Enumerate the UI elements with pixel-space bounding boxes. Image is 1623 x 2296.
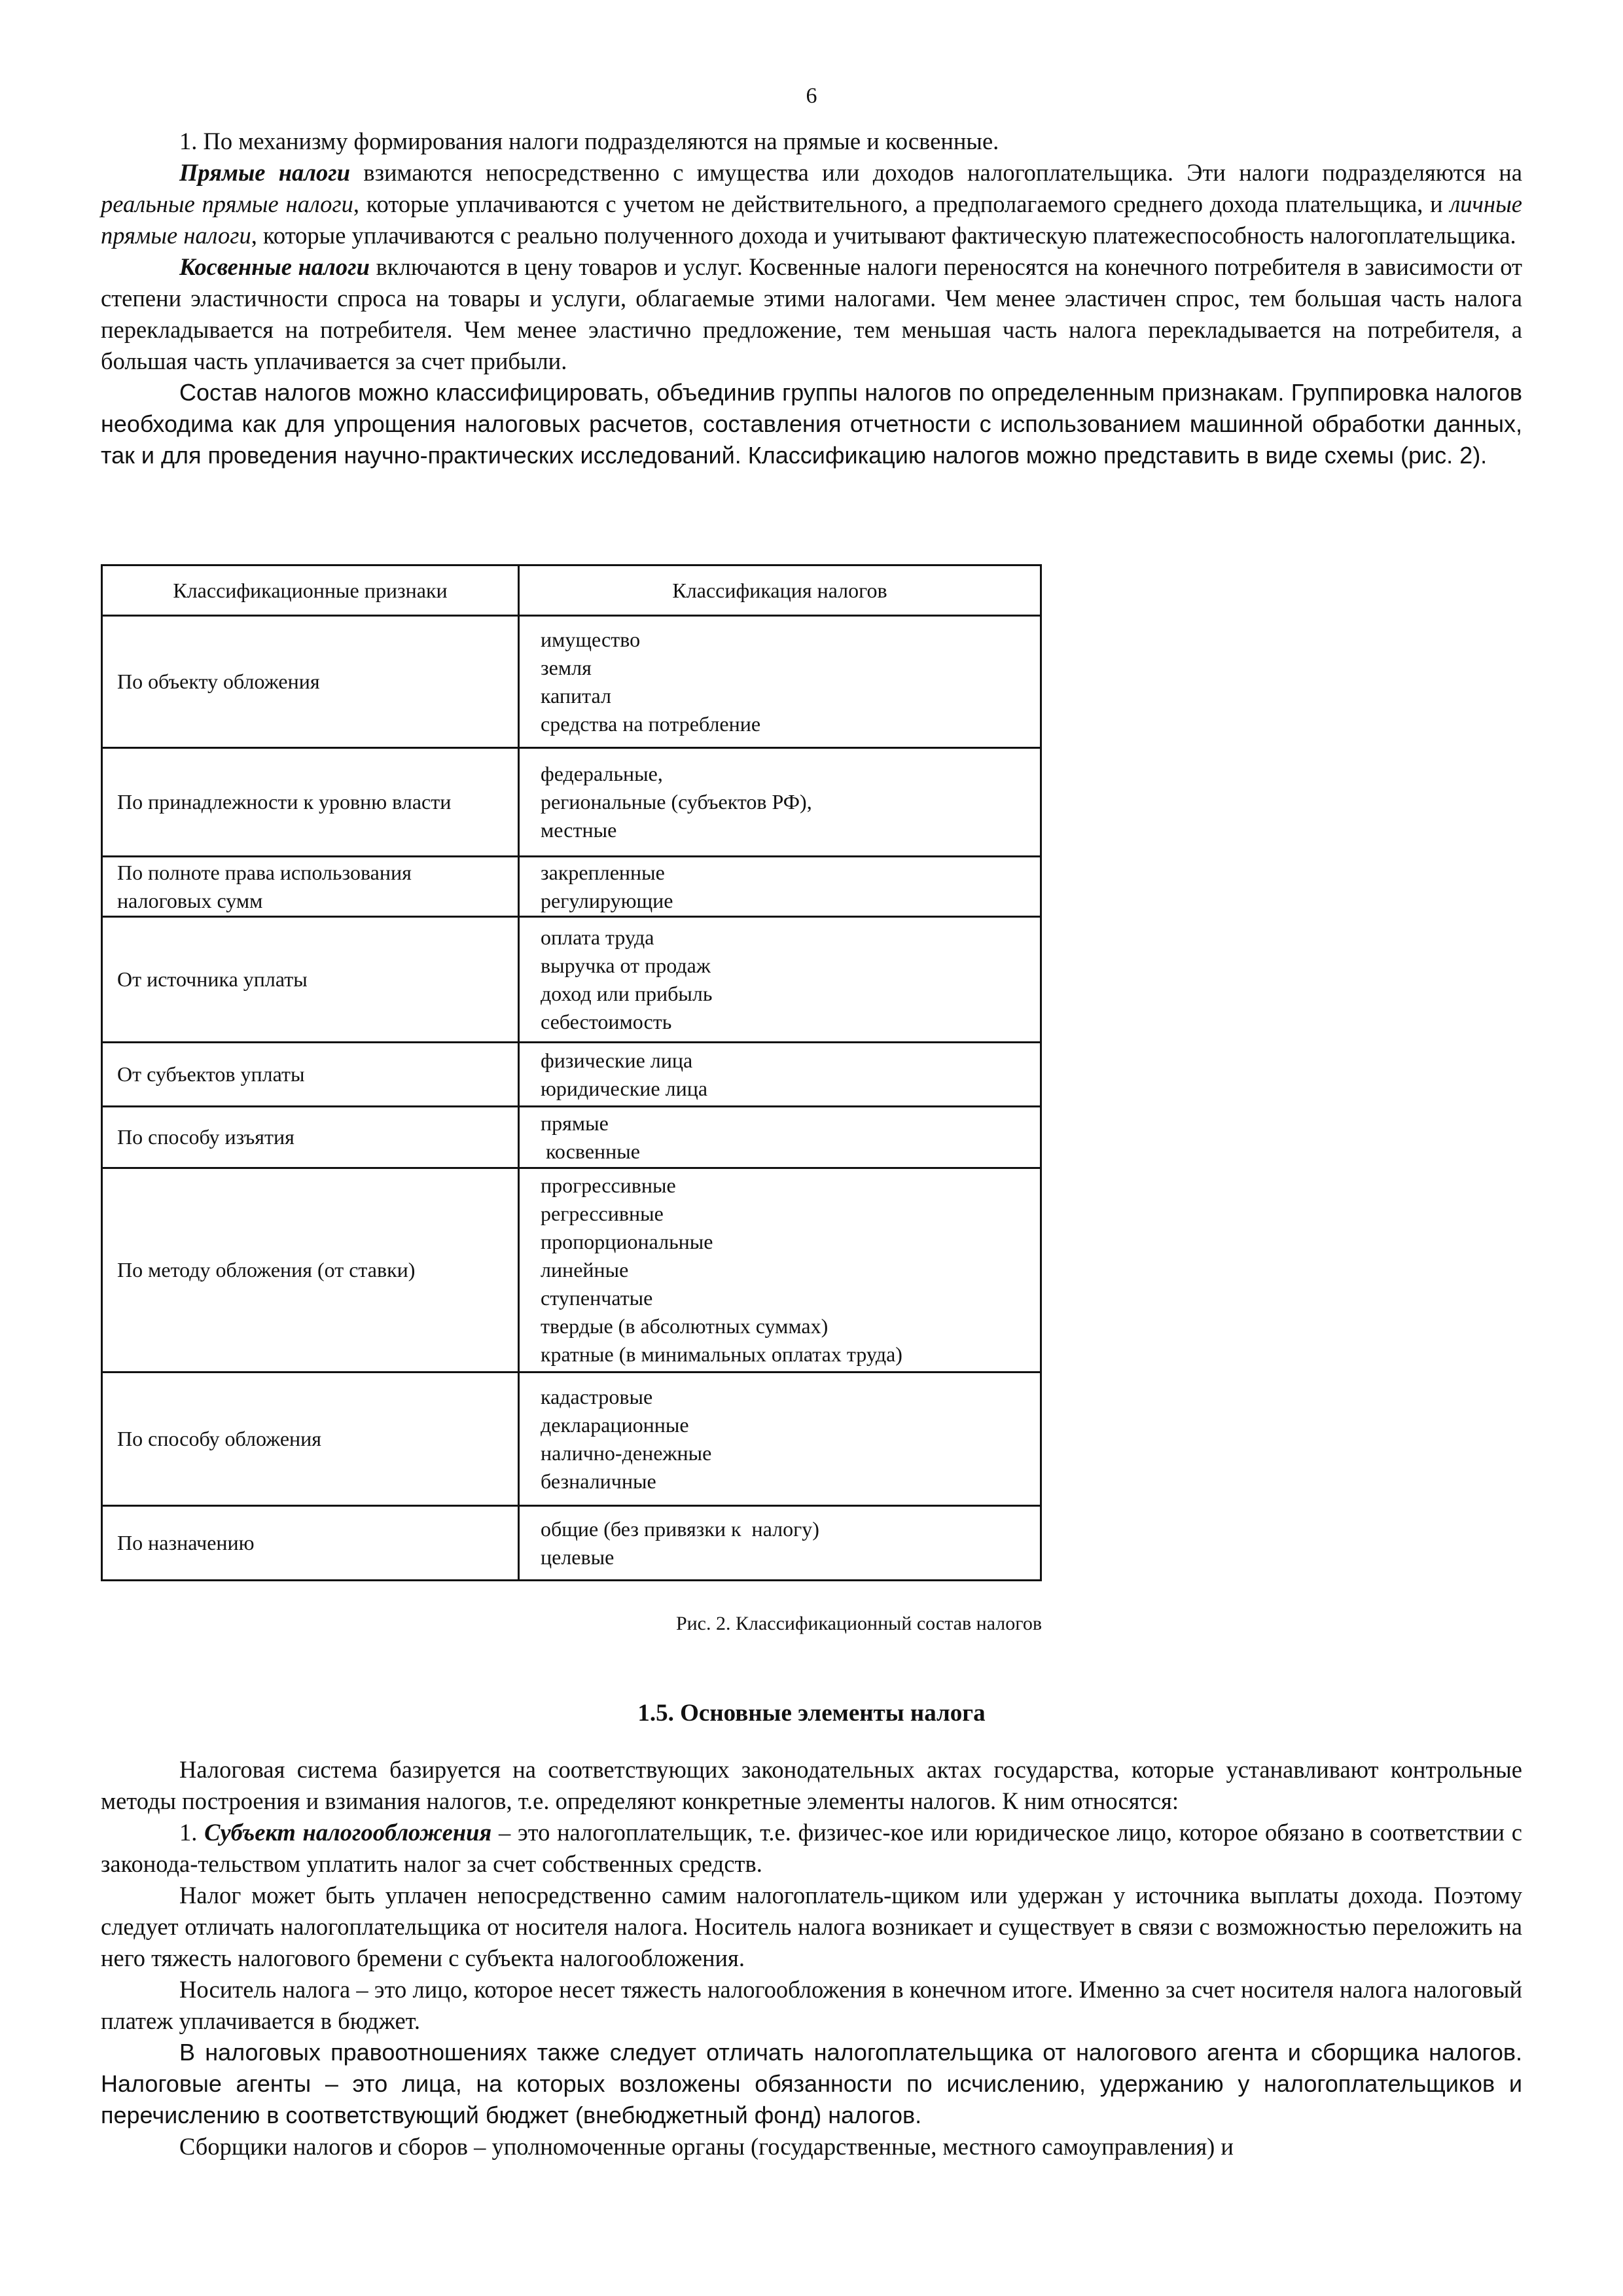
intro-text	[101, 126, 1522, 471]
table-row	[102, 748, 1041, 857]
criterion-cell: По способу обложения	[102, 1372, 519, 1506]
page-number: 6	[806, 84, 817, 108]
criterion-cell: От источника уплаты	[102, 917, 519, 1043]
criterion-cell: По способу изъятия	[102, 1107, 519, 1168]
table-header-row	[102, 565, 1041, 616]
values-cell: прогрессивные регрессивные пропорциональные линейные ступенчатые твердые (в абсолютных суммах) кратные (в минимальных оплатах труда)	[519, 1168, 1041, 1372]
criterion-cell: От субъектов уплаты	[102, 1043, 519, 1107]
criterion-cell: По объекту обложения	[102, 616, 519, 748]
values-cell: закрепленные регулирующие	[519, 857, 1041, 917]
section-paragraph-5: В налоговых правоотношениях также следует отличать налогоплательщика от налогового агента и сборщика налогов. Налоговые агенты – это лица, на которых возложены обязанности по исчислению, удержанию у налогоплательщиков и перечислению в соответствующий бюджет (внебюджетный фонд) налогов.	[101, 2039, 1522, 2128]
table-row	[102, 1506, 1041, 1581]
classification-table	[101, 564, 1042, 1581]
table-row	[102, 1372, 1041, 1506]
term-direct-taxes: Прямые налоги	[179, 159, 351, 186]
header-classification: Классификация налогов	[519, 565, 1041, 616]
intro-paragraph-4: Состав налогов можно классифицировать, объединив группы налогов по определенным признакам. Группировка налогов необходима как для упрощения налоговых расчетов, составления отчетности с использованием машинной обработки данных, так и для проведения научно-практических исследований. Классификацию налогов можно представить в виде схемы (рис. 2).	[101, 379, 1522, 469]
table-row	[102, 616, 1041, 748]
values-cell: кадастровые декларационные налично-денежные безналичные	[519, 1372, 1041, 1506]
intro-paragraph-2: Прямые налоги взимаются непосредственно с имущества или доходов налогоплательщика. Эти налоги подразделяются на реальные прямые налоги, которые уплачиваются с учетом не действительного, а предполагаемого среднего дохода плательщика, и личные прямые налоги, которые уплачиваются с реально полученного дохода и учитывают фактическую платежеспособность налогоплательщика.	[101, 159, 1522, 249]
section-text	[101, 1754, 1522, 2162]
term-indirect-taxes: Косвенные налоги	[179, 253, 370, 280]
criterion-cell: По назначению	[102, 1506, 519, 1581]
table-row	[102, 1043, 1041, 1107]
criterion-cell: По полноте права использования налоговых сумм	[102, 857, 519, 917]
section-title: 1.5. Основные элементы налога	[637, 1700, 986, 1727]
criterion-cell: По методу обложения (от ставки)	[102, 1168, 519, 1372]
section-paragraph-2: 1. Субъект налогообложения – это налогоплательщик, т.е. физичес-кое или юридическое лицо, которое обязано в соответствии с законода-тельством уплатить налог за счет собственных средств.	[101, 1819, 1523, 1877]
intro-paragraph-3: Косвенные налоги включаются в цену товаров и услуг. Косвенные налоги переносятся на конечного потребителя в зависимости от степени эластичности спроса на товары и услуги, облагаемые этими налогами. Чем менее эластичен спрос, тем большая часть налога перекладывается на потребителя. Чем менее эластично предложение, тем меньшая часть налога перекладывается на потребителя, а большая часть уплачивается за счет прибыли.	[101, 253, 1523, 374]
section-paragraph-4: Носитель налога – это лицо, которое несет тяжесть налогообложения в конечном итоге. Именно за счет носителя налога налоговый платеж уплачивается в бюджет.	[101, 1976, 1522, 2034]
section-paragraph-3: Налог может быть уплачен непосредственно самим налогоплатель-щиком или удержан у источника выплаты дохода. Поэтому следует отличать налогоплательщика от носителя налога. Носитель налога возникает и существует в связи с возможностью переложить на него тяжесть налогового бремени с субъекта налогообложения.	[101, 1882, 1522, 1971]
values-cell: физические лица юридические лица	[519, 1043, 1041, 1107]
table-row	[102, 917, 1041, 1043]
section-paragraph-6: Сборщики налогов и сборов – уполномоченные органы (государственные, местного самоуправления) и	[179, 2133, 1234, 2160]
table-row	[102, 1107, 1041, 1168]
criterion-cell: По принадлежности к уровню власти	[102, 748, 519, 857]
section-paragraph-1: Налоговая система базируется на соответствующих законодательных актах государства, которые устанавливают контрольные методы построения и взимания налогов, т.е. определяют конкретные элементы налогов. К ним относятся:	[101, 1756, 1522, 1814]
table-row	[102, 1168, 1041, 1372]
header-criteria: Классификационные признаки	[102, 565, 519, 616]
intro-paragraph-1: 1. По механизму формирования налоги подразделяются на прямые и косвенные.	[179, 128, 999, 154]
term-tax-subject: Субъект налогообложения	[204, 1819, 492, 1846]
values-cell: имущество земля капитал средства на потребление	[519, 616, 1041, 748]
table-row	[102, 857, 1041, 917]
term-personal-direct-taxes: личные прямые налоги	[101, 190, 1522, 249]
values-cell: оплата труда выручка от продаж доход или прибыль себестоимость	[519, 917, 1041, 1043]
values-cell: федеральные, региональные (субъектов РФ), местные	[519, 748, 1041, 857]
values-cell: прямые косвенные	[519, 1107, 1041, 1168]
figure-caption: Рис. 2. Классификационный состав налогов	[675, 1613, 1042, 1634]
values-cell: общие (без привязки к налогу) целевые	[519, 1506, 1041, 1581]
term-real-direct-taxes: реальные прямые налоги	[101, 190, 353, 217]
